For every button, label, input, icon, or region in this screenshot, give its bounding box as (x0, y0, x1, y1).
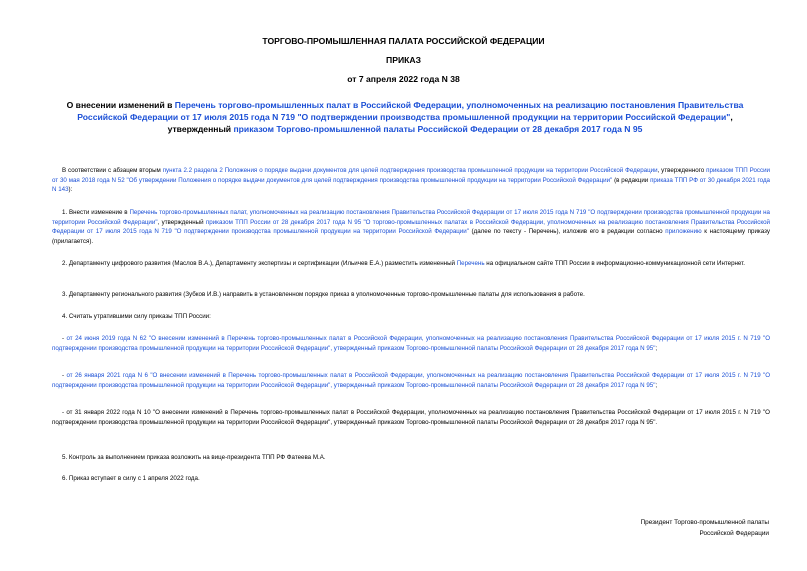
p1-text-3: (далее по тексту - Перечень), изложив его в редакции согласно (468, 228, 666, 236)
b1-link-order-62[interactable]: от 24 июня 2019 года N 62 "О внесении изменений в Перечень торгово-промышленных палат в Российской Федерации, уполномоченных на реализацию постановления Правительства Российской Федерации от 17 июля 2015 г. N 719 "О подтверждении производства промышленной продукции на территории Российской Федерации", утвержденный приказом Торгово-промышленной палаты Российской Федерации от 28 декабря 2017 года N 95" (52, 335, 771, 352)
title-mid: , утвержденный (167, 112, 733, 134)
paragraph-6: 6. Приказ вступает в силу с 1 апреля 2022 года. (62, 475, 200, 482)
preamble-link-order-52[interactable]: приказом ТПП России от 30 мая 2018 года N 52 "Об утверждении Положения о порядке выдачи документов для целей подтверждения производства промышленной продукции на территории Российской Федерации" (52, 167, 771, 184)
p2-text-1: 2. Департаменту цифрового развития (Маслов В.А.), Департаменту экспертизы и сертификации (Ильичев Е.А.) разместить измененный (62, 260, 457, 267)
preamble-paragraph (52, 166, 770, 195)
preamble-text-3: (в редакции (612, 176, 651, 184)
org-header: ТОРГОВО-ПРОМЫШЛЕННАЯ ПАЛАТА РОССИЙСКОЙ ФЕДЕРАЦИИ (262, 36, 545, 46)
b2-end: ; (655, 381, 658, 389)
b1-end: ; (655, 344, 658, 352)
p1-link-list[interactable]: Перечень торгово-промышленных палат, уполномоченных на реализацию постановления Правительства Российской Федерации от 17 июля 2015 года N 719 "О подтверждении производства промышленной продукции на территории Российской Федерации" (52, 209, 770, 226)
title-prefix: О внесении изменений в (66, 100, 175, 110)
p1-text-2: , утвержденный (157, 218, 206, 226)
paragraph-3: 3. Департаменту регионального развития (Зубков И.В.) направить в установленном порядке приказ в уполномоченные торгово-промышленные палаты для использования в работе. (62, 291, 585, 298)
doc-type: ПРИКАЗ (386, 55, 421, 65)
b1-dash: - (62, 335, 67, 342)
title-link-list[interactable]: Перечень торгово-промышленных палат в Российской Федерации, уполномоченных на реализацию постановления Правительства Российской Федерации от 17 июля 2015 года N 719 "О подтверждении производства промышленной продукции на территории Российской Федерации" (77, 100, 744, 122)
bullet-1 (52, 334, 770, 353)
p2-link-list[interactable]: Перечень (456, 260, 485, 267)
p1-text-1: 1. Внести изменение в (62, 209, 130, 216)
document-title (60, 99, 750, 135)
preamble-link-order-143[interactable]: приказа ТПП РФ от 30 декабря 2021 года N 143 (52, 176, 770, 194)
b2-dash: - (62, 372, 67, 379)
b2-link-order-6[interactable]: от 26 января 2021 года N 6 "О внесении изменений в Перечень торгово-промышленных палат в Российской Федерации, уполномоченных на реализацию постановления Правительства Российской Федерации от 17 июля 2015 г. N 719 "О подтверждении производства промышленной продукции на территории Российской Федерации", утвержденный приказом Торгово-промышленной палаты Российской Федерации от 28 декабря 2017 года N 95" (52, 372, 771, 389)
signature-line-2: Российской Федерации (699, 530, 769, 537)
title-link-order[interactable]: приказом Торгово-промышленной палаты Российской Федерации от 28 декабря 2017 года N 95 (233, 124, 643, 134)
paragraph-5: 5. Контроль за выполнением приказа возложить на вице-президента ТПП РФ Фатеева М.А. (62, 454, 326, 461)
preamble-text-2: , утвержденного (657, 167, 707, 174)
doc-date-number: от 7 апреля 2022 года N 38 (347, 74, 460, 84)
paragraph-4: 4. Считать утратившими силу приказы ТПП России: (62, 313, 211, 320)
p2-text-2: на официальном сайте ТПП России в информационно-коммуникационной сети Интернет. (484, 260, 746, 267)
p1-link-appendix[interactable]: приложению (665, 228, 702, 236)
preamble-text-1: В соответствии с абзацем вторым (62, 167, 163, 174)
bullet-3: - от 31 января 2022 года N 10 "О внесении изменений в Перечень торгово-промышленных палат в Российской Федерации, уполномоченных на реализацию постановления Правительства Российской Федерации от 17 июля 2015 г. N 719 "О подтверждении производства промышленной продукции на территории Российской Федерации", утвержденный приказом Торгово-промышленной палаты Российской Федерации от 28 декабря 2017 года N 95". (52, 409, 770, 426)
p1-link-order-95[interactable]: приказом ТПП России от 28 декабря 2017 года N 95 "О торгово-промышленных палатах в Российской Федерации, уполномоченных на реализацию постановления Правительства Российской Федерации от 17 июля 2015 года N 719 "О подтверждении производства промышленной продукции на территории Российской Федерации" (52, 218, 770, 236)
paragraph-1 (52, 208, 770, 246)
preamble-text-4: ): (68, 186, 73, 194)
preamble-link-regulation[interactable]: пункта 2.2 раздела 2 Положения о порядке выдачи документов для целей подтверждения производства промышленной продукции на территории Российской Федерации (162, 167, 658, 174)
p1-text-4: к настоящему приказу (прилагается). (52, 228, 771, 245)
paragraph-2 (52, 259, 770, 269)
signature-line-1: Президент Торгово-промышленной палаты (640, 519, 769, 526)
bullet-2 (52, 371, 770, 390)
